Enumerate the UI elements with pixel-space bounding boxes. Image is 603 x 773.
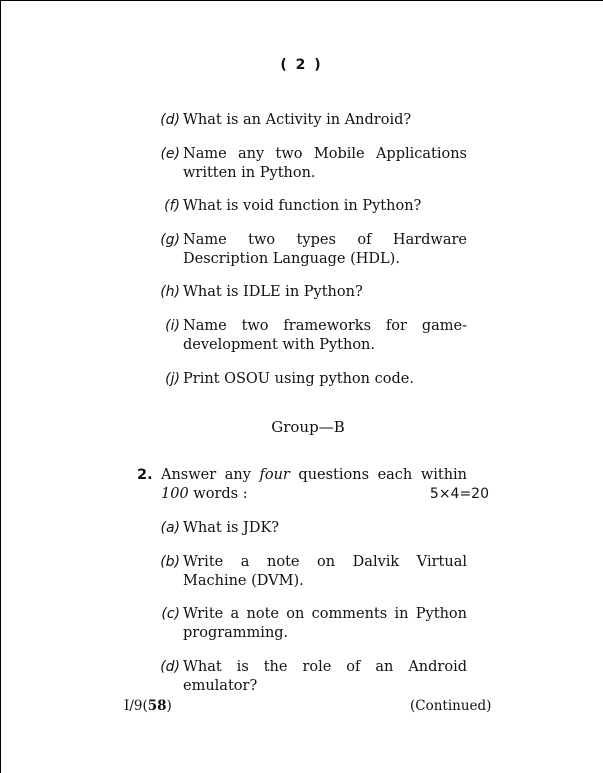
main-question xyxy=(137,466,489,504)
question-line1: Print OSOU using python code. xyxy=(183,371,414,387)
footer-code-suffix: ) xyxy=(166,698,172,714)
question-line1: Write a note on Dalvik Virtual xyxy=(183,554,467,570)
question-line2: development with Python. xyxy=(183,337,376,353)
main-question-line2 xyxy=(161,485,489,504)
question-line1: What is IDLE in Python? xyxy=(183,284,363,300)
question-text xyxy=(183,317,467,355)
marks: 5×4=20 xyxy=(429,486,489,502)
question-f xyxy=(155,197,467,216)
question-label: (g) xyxy=(160,232,180,248)
footer-code-bold: 58 xyxy=(147,698,167,714)
question-label: (f) xyxy=(164,198,180,214)
page-number: ( 2 ) xyxy=(280,57,323,73)
question-a xyxy=(155,519,467,538)
question-line2: Description Language (HDL). xyxy=(183,251,400,267)
words-count: 100 xyxy=(161,486,189,502)
question-line1: What is void function in Python? xyxy=(183,198,422,214)
question-label: (c) xyxy=(161,606,180,622)
question-line1: Name two frameworks for game- xyxy=(183,318,467,334)
question-text xyxy=(183,197,467,216)
question-g xyxy=(155,231,467,269)
question-d2 xyxy=(155,658,467,696)
instruction-italic: four xyxy=(259,467,290,483)
page-border-top xyxy=(0,0,603,1)
footer-continued: (Continued) xyxy=(410,698,492,714)
question-i xyxy=(155,317,467,355)
question-text xyxy=(183,231,467,269)
question-e xyxy=(155,145,467,183)
question-label: (e) xyxy=(160,146,180,162)
question-line2: programming. xyxy=(183,625,289,641)
instruction-text-before: Answer any xyxy=(161,467,251,483)
question-text xyxy=(183,283,467,302)
question-b xyxy=(155,553,467,591)
question-line1: What is JDK? xyxy=(183,520,280,536)
question-line1: Name any two Mobile Applications xyxy=(183,146,467,162)
instruction-text-after: questions each within xyxy=(298,467,468,483)
words-label: words : xyxy=(193,486,248,502)
question-line2: emulator? xyxy=(183,678,258,694)
question-label: (d) xyxy=(160,112,180,128)
question-text xyxy=(183,605,467,643)
question-text xyxy=(183,370,467,389)
question-h xyxy=(155,283,467,302)
footer-code-prefix: I/9( xyxy=(124,698,148,714)
question-text xyxy=(183,519,467,538)
page-border-left xyxy=(0,0,1,773)
question-line1: What is the role of an Android xyxy=(183,659,467,675)
question-line1: Write a note on comments in Python xyxy=(183,606,467,622)
main-question-line1 xyxy=(161,466,467,485)
footer-code xyxy=(124,698,172,714)
question-label: (h) xyxy=(160,284,180,300)
question-number: 2. xyxy=(137,467,153,483)
question-label: (d) xyxy=(160,659,180,675)
question-label: (b) xyxy=(160,554,180,570)
question-line1: Name two types of Hardware xyxy=(183,232,467,248)
question-d xyxy=(155,111,467,130)
question-label: (j) xyxy=(165,371,180,387)
question-line2: Machine (DVM). xyxy=(183,573,304,589)
question-text xyxy=(183,111,467,130)
question-line1: What is an Activity in Android? xyxy=(183,112,412,128)
question-text xyxy=(183,658,467,696)
question-j xyxy=(155,370,467,389)
question-text xyxy=(183,553,467,591)
question-label: (i) xyxy=(165,318,180,334)
question-line2: written in Python. xyxy=(183,165,316,181)
group-heading: Group—B xyxy=(271,418,345,436)
question-label: (a) xyxy=(160,520,180,536)
question-c xyxy=(155,605,467,643)
question-text xyxy=(183,145,467,183)
